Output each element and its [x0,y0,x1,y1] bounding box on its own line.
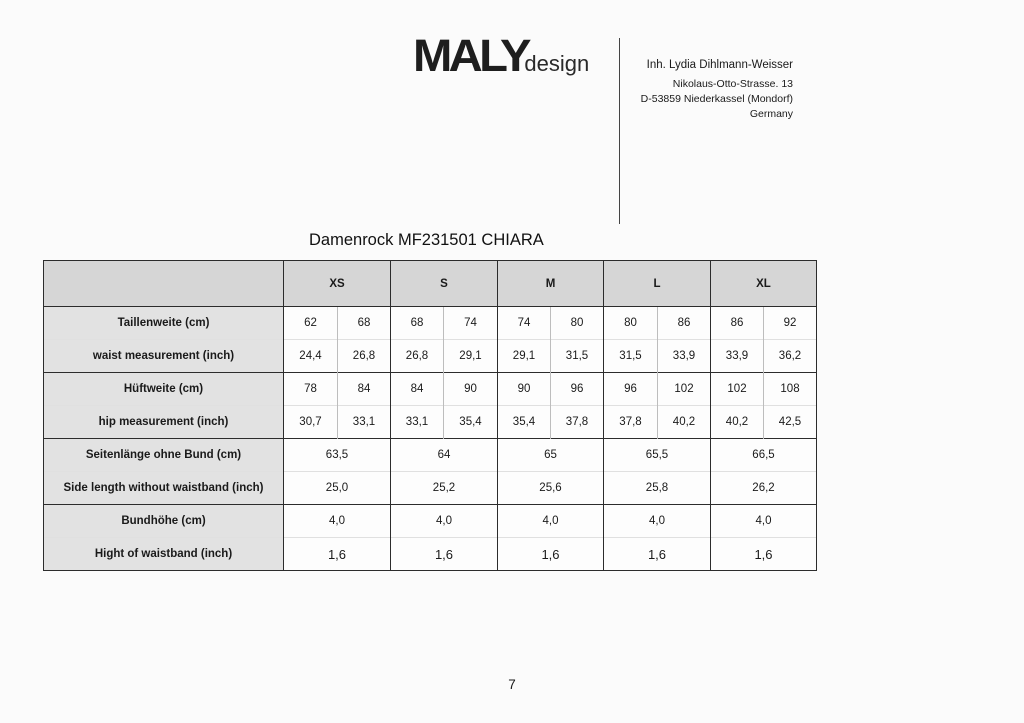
row-label-waistband-cm: Bundhöhe (cm) [44,505,284,538]
cell: 4,0 [284,505,391,538]
cell: 96 [604,373,658,406]
maly-design-logo [413,30,590,81]
cell: 33,9 [711,340,764,373]
cell: 1,6 [284,538,391,571]
address-street: Nikolaus-Otto-Strasse. 13 [672,78,793,90]
cell: 78 [284,373,338,406]
cell: 33,9 [658,340,711,373]
row-label-waist-cm: Taillenweite (cm) [44,307,284,340]
cell: 4,0 [498,505,604,538]
cell: 102 [658,373,711,406]
cell: 26,8 [391,340,444,373]
size-header-s: S [391,261,498,307]
cell: 86 [711,307,764,340]
cell: 65,5 [604,439,711,472]
row-label-waistband-inch: Hight of waistband (inch) [44,538,284,571]
cell: 25,2 [391,472,498,505]
cell: 108 [764,373,817,406]
cell: 29,1 [444,340,498,373]
cell: 26,2 [711,472,817,505]
cell: 1,6 [711,538,817,571]
cell: 86 [658,307,711,340]
cell: 25,8 [604,472,711,505]
cell: 64 [391,439,498,472]
row-label-hip-inch: hip measurement (inch) [44,406,284,439]
cell: 4,0 [391,505,498,538]
size-header-l: L [604,261,711,307]
header-divider [619,38,620,224]
cell: 84 [338,373,391,406]
cell: 63,5 [284,439,391,472]
row-label-waist-inch: waist measurement (inch) [44,340,284,373]
cell: 96 [551,373,604,406]
cell: 26,8 [338,340,391,373]
cell: 35,4 [444,406,498,439]
row-label-side-length-inch: Side length without waistband (inch) [44,472,284,505]
address-country: Germany [749,108,793,120]
size-header-row [44,261,817,307]
cell: 25,6 [498,472,604,505]
cell: 24,4 [284,340,338,373]
cell: 35,4 [498,406,551,439]
cell: 62 [284,307,338,340]
cell: 30,7 [284,406,338,439]
cell: 80 [604,307,658,340]
cell: 90 [444,373,498,406]
address-city: D-53859 Niederkassel (Mondorf) [640,93,793,105]
table-row [44,373,817,406]
cell: 1,6 [498,538,604,571]
table-row [44,538,817,571]
cell: 84 [391,373,444,406]
owner-name: Inh. Lydia Dihlmann-Weisser [646,59,793,71]
row-label-side-length-cm: Seitenlänge ohne Bund (cm) [44,439,284,472]
cell: 102 [711,373,764,406]
table-row [44,439,817,472]
logo-sub-text: design [524,51,590,76]
cell: 36,2 [764,340,817,373]
cell: 90 [498,373,551,406]
document-title: Damenrock MF231501 CHIARA [309,231,544,249]
size-header-m: M [498,261,604,307]
size-header-xl: XL [711,261,817,307]
size-chart-table [43,260,817,571]
cell: 68 [391,307,444,340]
cell: 92 [764,307,817,340]
cell: 37,8 [604,406,658,439]
cell: 31,5 [604,340,658,373]
table-row [44,472,817,505]
cell: 1,6 [391,538,498,571]
cell: 68 [338,307,391,340]
cell: 1,6 [604,538,711,571]
cell: 4,0 [604,505,711,538]
cell: 33,1 [338,406,391,439]
cell: 4,0 [711,505,817,538]
cell: 40,2 [658,406,711,439]
cell: 42,5 [764,406,817,439]
row-label-hip-cm: Hüftweite (cm) [44,373,284,406]
cell: 29,1 [498,340,551,373]
cell: 31,5 [551,340,604,373]
size-header-xs: XS [284,261,391,307]
cell: 33,1 [391,406,444,439]
table-row [44,340,817,373]
cell: 80 [551,307,604,340]
table-row [44,307,817,340]
corner-cell [44,261,284,307]
cell: 66,5 [711,439,817,472]
cell: 74 [498,307,551,340]
company-address [641,58,793,122]
table-row [44,406,817,439]
cell: 25,0 [284,472,391,505]
cell: 37,8 [551,406,604,439]
cell: 40,2 [711,406,764,439]
logo-main-text: MALY [413,30,528,81]
page-number: 7 [508,677,516,692]
table-row [44,505,817,538]
cell: 65 [498,439,604,472]
cell: 74 [444,307,498,340]
